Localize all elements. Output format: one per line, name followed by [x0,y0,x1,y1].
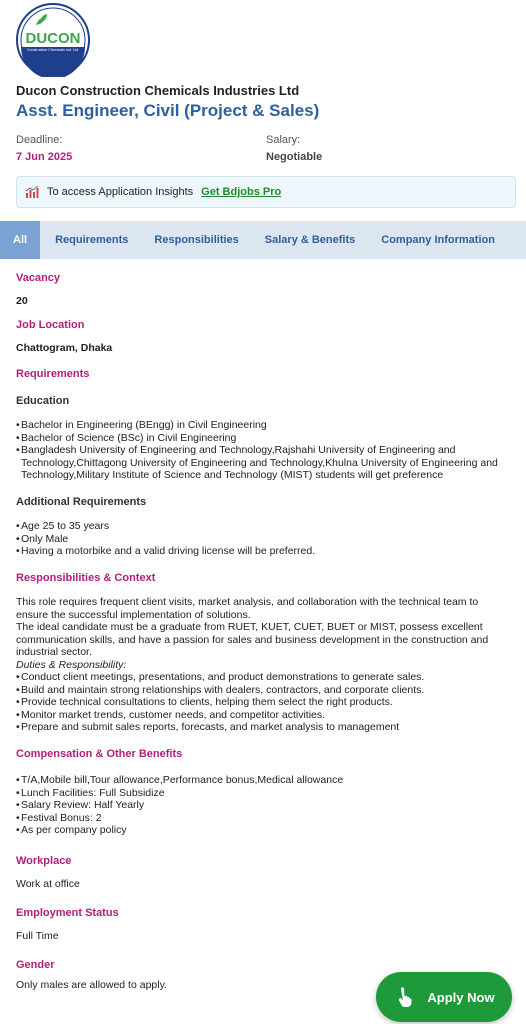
list-item: • Salary Review: Half Yearly [16,799,512,812]
svg-text:Construction Chemicals Ind. Lt: Construction Chemicals Ind. Ltd. [27,48,79,52]
education-title: Education [16,394,70,407]
job-location-title: Job Location [16,319,85,331]
list-item: • T/A,Mobile bill,Tour allowance,Performance bonus,Medical allowance [16,774,512,787]
responsibilities-para-1: This role requires frequent client visits, market analysis, and collaboration with the technical team to ensure the successful implementation of solutions. [16,596,479,621]
workplace-value: Work at office [16,878,80,890]
workplace-title: Workplace [16,854,72,867]
ducon-logo-icon [16,3,90,77]
tab-all[interactable]: All [0,221,40,259]
list-item: • Prepare and submit sales reports, forecasts, and market analysis to management [16,721,512,734]
application-insights-banner [16,176,516,208]
list-item: • Conduct client meetings, presentations, and product demonstrations to generate sales. [16,671,512,684]
job-title: Asst. Engineer, Civil (Project & Sales) [16,101,320,120]
chart-icon [25,185,39,199]
deadline-label: Deadline: [16,134,63,146]
job-location-value: Chattogram, Dhaka [16,341,113,354]
apply-now-label: Apply Now [427,989,495,1005]
section-tabs [0,221,526,259]
salary-label: Salary: [266,134,301,146]
requirements-title: Requirements [16,368,90,380]
list-item: • Bachelor of Science (BSc) in Civil Engineering [16,432,512,445]
get-bdjobs-pro-link[interactable]: Get Bdjobs Pro [201,186,282,198]
employment-status-title: Employment Status [16,906,119,919]
list-item: • Monitor market trends, customer needs, and competitor activities. [16,709,512,722]
tab-responsibilities[interactable]: Responsibilities [154,234,239,246]
additional-requirements-title: Additional Requirements [16,495,147,508]
employment-status-value: Full Time [16,930,59,942]
list-item: • Only Male [16,533,512,546]
duties-title: Duties & Responsibility: [16,658,127,671]
compensation-title: Compensation & Other Benefits [16,747,183,760]
tab-salary-benefits[interactable]: Salary & Benefits [264,234,356,246]
list-item: • Provide technical consultations to clients, helping them select the right products. [16,696,512,709]
tab-requirements[interactable]: Requirements [55,234,129,246]
company-logo [16,3,90,77]
gender-title: Gender [16,958,55,971]
additional-requirements-list [16,520,512,558]
list-item: • Festival Bonus: 2 [16,812,512,825]
list-item: • Bachelor in Engineering (BEngg) in Civil Engineering [16,419,512,432]
salary-value: Negotiable [266,151,323,163]
duties-list [16,671,512,734]
list-item: • Build and maintain strong relationships with dealers, contractors, and corporate clients. [16,684,512,697]
list-item: • As per company policy [16,824,512,837]
gender-value: Only males are allowed to apply. [16,979,167,991]
vacancy-title: Vacancy [16,272,61,284]
deadline-value: 7 Jun 2025 [16,151,73,163]
job-details [16,272,512,992]
list-item: • Having a motorbike and a valid driving license will be preferred. [16,545,512,558]
list-item: • Lunch Facilities: Full Subsidize [16,787,512,800]
list-item: • Age 25 to 35 years [16,520,512,533]
company-name: Ducon Construction Chemicals Industries Ltd [16,83,300,98]
svg-text:DUCON: DUCON [25,30,81,47]
responsibilities-para-2: The ideal candidate must be a graduate from RUET, KUET, CUET, BUET or MIST, possess excellent communication skills, and have a passion for sales and business development in the construction and industrial sector. [16,621,489,658]
tab-company-information[interactable]: Company Information [381,234,495,246]
responsibilities-title: Responsibilities & Context [16,571,156,584]
compensation-list [16,774,512,837]
insights-text: To access Application Insights [47,186,194,198]
vacancy-value: 20 [16,294,28,307]
education-list [16,419,512,482]
tap-hand-icon [393,986,415,1008]
list-item: • Bangladesh University of Engineering and Technology,Rajshahi University of Engineering and Technology,Chittagong University of Engineering and Technology,Khulna University of Engineering and Technology,Military Institute of Science and Technology (MIST) students will get preference [16,444,512,482]
apply-now-button[interactable] [376,972,512,1022]
